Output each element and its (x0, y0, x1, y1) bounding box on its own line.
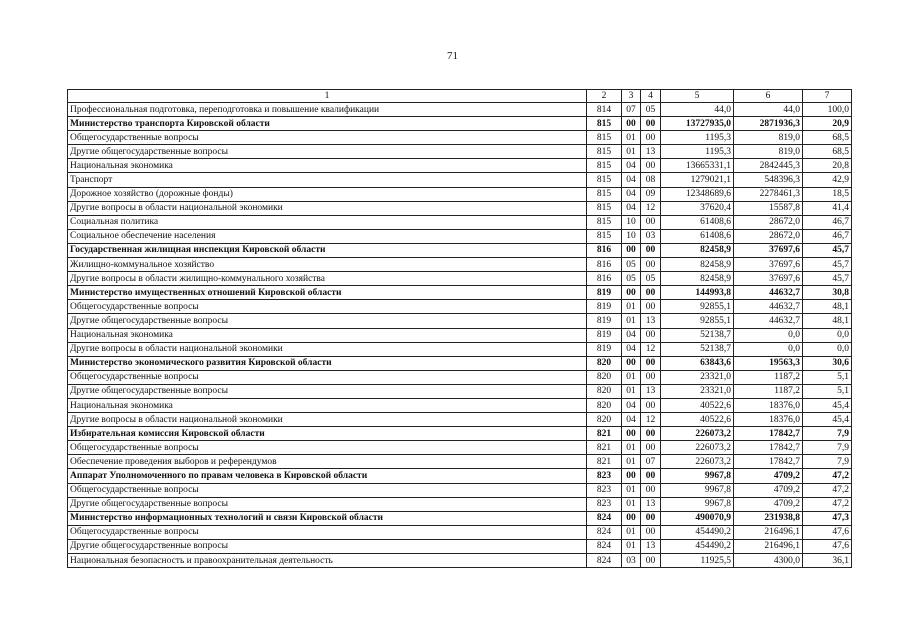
row-percent: 47,2 (803, 497, 852, 511)
row-actual-amount: 548396,3 (734, 173, 803, 187)
row-percent: 0,0 (803, 342, 852, 356)
row-actual-amount: 819,0 (734, 145, 803, 159)
row-section-code: 04 (622, 342, 641, 356)
row-grbs-code: 816 (587, 243, 622, 257)
row-subsection-code: 09 (641, 187, 661, 201)
row-subsection-code: 05 (641, 103, 661, 117)
row-name: Общегосударственные вопросы (68, 525, 587, 539)
row-grbs-code: 819 (587, 300, 622, 314)
row-name: Профессиональная подготовка, переподготовка и повышение квалификации (68, 103, 587, 117)
row-section-code: 01 (622, 131, 641, 145)
row-actual-amount: 44632,7 (734, 286, 803, 300)
row-percent: 45,7 (803, 258, 852, 272)
row-subsection-code: 00 (641, 441, 661, 455)
row-grbs-code: 821 (587, 427, 622, 441)
row-section-code: 01 (622, 370, 641, 384)
row-subsection-code: 13 (641, 314, 661, 328)
table-row (68, 356, 852, 370)
table-row (68, 173, 852, 187)
row-section-code: 04 (622, 159, 641, 173)
header-col-2: 2 (587, 90, 622, 103)
row-grbs-code: 823 (587, 497, 622, 511)
row-section-code: 01 (622, 525, 641, 539)
table-row (68, 201, 852, 215)
row-grbs-code: 814 (587, 103, 622, 117)
row-planned-amount: 1195,3 (661, 131, 734, 145)
row-name: Жилищно-коммунальное хозяйство (68, 258, 587, 272)
table-row (68, 469, 852, 483)
row-percent: 30,8 (803, 286, 852, 300)
row-grbs-code: 815 (587, 173, 622, 187)
row-planned-amount: 82458,9 (661, 272, 734, 286)
row-name: Государственная жилищная инспекция Кировской области (68, 243, 587, 257)
row-name: Министерство транспорта Кировской области (68, 117, 587, 131)
table-row (68, 398, 852, 412)
row-planned-amount: 9967,8 (661, 483, 734, 497)
row-name: Транспорт (68, 173, 587, 187)
row-subsection-code: 00 (641, 215, 661, 229)
row-subsection-code: 03 (641, 229, 661, 243)
table-row (68, 314, 852, 328)
row-planned-amount: 37620,4 (661, 201, 734, 215)
row-section-code: 01 (622, 384, 641, 398)
row-section-code: 00 (622, 117, 641, 131)
row-percent: 46,7 (803, 229, 852, 243)
row-name: Общегосударственные вопросы (68, 300, 587, 314)
row-name: Другие общегосударственные вопросы (68, 539, 587, 553)
row-percent: 68,5 (803, 145, 852, 159)
row-planned-amount: 226073,2 (661, 455, 734, 469)
row-actual-amount: 44632,7 (734, 300, 803, 314)
row-actual-amount: 1187,2 (734, 370, 803, 384)
row-planned-amount: 454490,2 (661, 525, 734, 539)
row-actual-amount: 1187,2 (734, 384, 803, 398)
row-grbs-code: 824 (587, 511, 622, 525)
row-section-code: 05 (622, 272, 641, 286)
table-row (68, 131, 852, 145)
row-subsection-code: 08 (641, 173, 661, 187)
budget-table (67, 89, 852, 568)
row-grbs-code: 823 (587, 469, 622, 483)
header-col-5: 5 (661, 90, 734, 103)
row-name: Другие общегосударственные вопросы (68, 145, 587, 159)
row-percent: 20,9 (803, 117, 852, 131)
row-grbs-code: 823 (587, 483, 622, 497)
row-section-code: 10 (622, 215, 641, 229)
row-percent: 45,7 (803, 272, 852, 286)
row-grbs-code: 824 (587, 554, 622, 568)
row-subsection-code: 00 (641, 286, 661, 300)
row-planned-amount: 61408,6 (661, 229, 734, 243)
row-subsection-code: 00 (641, 356, 661, 370)
row-name: Дорожное хозяйство (дорожные фонды) (68, 187, 587, 201)
row-subsection-code: 00 (641, 159, 661, 173)
row-subsection-code: 00 (641, 483, 661, 497)
row-planned-amount: 92855,1 (661, 314, 734, 328)
row-subsection-code: 12 (641, 413, 661, 427)
row-section-code: 00 (622, 243, 641, 257)
row-percent: 47,6 (803, 525, 852, 539)
row-percent: 0,0 (803, 328, 852, 342)
row-subsection-code: 13 (641, 539, 661, 553)
row-actual-amount: 17842,7 (734, 441, 803, 455)
row-percent: 100,0 (803, 103, 852, 117)
row-percent: 41,4 (803, 201, 852, 215)
row-planned-amount: 52138,7 (661, 328, 734, 342)
row-subsection-code: 00 (641, 328, 661, 342)
row-subsection-code: 00 (641, 131, 661, 145)
table-row (68, 497, 852, 511)
row-subsection-code: 00 (641, 117, 661, 131)
row-section-code: 10 (622, 229, 641, 243)
row-name: Общегосударственные вопросы (68, 370, 587, 384)
row-percent: 48,1 (803, 314, 852, 328)
row-planned-amount: 92855,1 (661, 300, 734, 314)
row-grbs-code: 821 (587, 455, 622, 469)
row-planned-amount: 226073,2 (661, 441, 734, 455)
row-subsection-code: 00 (641, 243, 661, 257)
row-planned-amount: 12348689,6 (661, 187, 734, 201)
table-row (68, 159, 852, 173)
row-subsection-code: 00 (641, 525, 661, 539)
row-percent: 47,2 (803, 469, 852, 483)
row-grbs-code: 824 (587, 525, 622, 539)
row-actual-amount: 231938,8 (734, 511, 803, 525)
table-row (68, 455, 852, 469)
row-planned-amount: 52138,7 (661, 342, 734, 356)
row-percent: 46,7 (803, 215, 852, 229)
row-subsection-code: 13 (641, 145, 661, 159)
row-grbs-code: 824 (587, 539, 622, 553)
row-grbs-code: 820 (587, 384, 622, 398)
row-subsection-code: 00 (641, 511, 661, 525)
row-percent: 45,4 (803, 398, 852, 412)
row-subsection-code: 00 (641, 469, 661, 483)
table-row (68, 511, 852, 525)
table-row (68, 427, 852, 441)
row-grbs-code: 819 (587, 286, 622, 300)
row-name: Другие вопросы в области жилищно-коммунального хозяйства (68, 272, 587, 286)
row-percent: 42,9 (803, 173, 852, 187)
row-name: Общегосударственные вопросы (68, 441, 587, 455)
row-planned-amount: 23321,0 (661, 370, 734, 384)
row-percent: 18,5 (803, 187, 852, 201)
row-planned-amount: 13727935,0 (661, 117, 734, 131)
row-planned-amount: 63843,6 (661, 356, 734, 370)
page-number: 71 (447, 50, 458, 62)
table-row (68, 328, 852, 342)
row-grbs-code: 820 (587, 370, 622, 384)
row-grbs-code: 815 (587, 145, 622, 159)
row-grbs-code: 815 (587, 201, 622, 215)
row-actual-amount: 819,0 (734, 131, 803, 145)
row-section-code: 00 (622, 427, 641, 441)
row-name: Национальная экономика (68, 328, 587, 342)
row-actual-amount: 2871936,3 (734, 117, 803, 131)
row-percent: 7,9 (803, 427, 852, 441)
row-section-code: 01 (622, 455, 641, 469)
row-percent: 20,8 (803, 159, 852, 173)
row-name: Другие общегосударственные вопросы (68, 497, 587, 511)
row-planned-amount: 454490,2 (661, 539, 734, 553)
row-name: Другие вопросы в области национальной экономики (68, 342, 587, 356)
row-grbs-code: 815 (587, 131, 622, 145)
row-grbs-code: 820 (587, 413, 622, 427)
row-section-code: 00 (622, 469, 641, 483)
row-subsection-code: 00 (641, 427, 661, 441)
header-col-4: 4 (641, 90, 661, 103)
table-row (68, 554, 852, 568)
row-section-code: 01 (622, 483, 641, 497)
row-percent: 47,6 (803, 539, 852, 553)
row-grbs-code: 819 (587, 314, 622, 328)
row-name: Министерство имущественных отношений Кировской области (68, 286, 587, 300)
row-name: Социальная политика (68, 215, 587, 229)
row-subsection-code: 12 (641, 342, 661, 356)
table-row (68, 441, 852, 455)
row-grbs-code: 821 (587, 441, 622, 455)
row-name: Аппарат Уполномоченного по правам человека в Кировской области (68, 469, 587, 483)
table-row (68, 300, 852, 314)
row-actual-amount: 37697,6 (734, 272, 803, 286)
row-section-code: 04 (622, 173, 641, 187)
table-row (68, 145, 852, 159)
row-planned-amount: 40522,6 (661, 413, 734, 427)
row-subsection-code: 07 (641, 455, 661, 469)
row-planned-amount: 1195,3 (661, 145, 734, 159)
row-planned-amount: 40522,6 (661, 398, 734, 412)
row-section-code: 01 (622, 497, 641, 511)
row-grbs-code: 815 (587, 159, 622, 173)
row-name: Министерство информационных технологий и связи Кировской области (68, 511, 587, 525)
row-actual-amount: 18376,0 (734, 413, 803, 427)
row-subsection-code: 13 (641, 384, 661, 398)
table-row (68, 483, 852, 497)
row-actual-amount: 37697,6 (734, 243, 803, 257)
row-actual-amount: 17842,7 (734, 427, 803, 441)
row-section-code: 04 (622, 398, 641, 412)
row-percent: 45,4 (803, 413, 852, 427)
row-planned-amount: 226073,2 (661, 427, 734, 441)
table-row (68, 384, 852, 398)
row-planned-amount: 144993,8 (661, 286, 734, 300)
row-planned-amount: 1279021,1 (661, 173, 734, 187)
row-percent: 7,9 (803, 441, 852, 455)
table-row (68, 258, 852, 272)
row-subsection-code: 00 (641, 258, 661, 272)
row-section-code: 04 (622, 413, 641, 427)
row-planned-amount: 82458,9 (661, 243, 734, 257)
row-name: Избирательная комиссия Кировской области (68, 427, 587, 441)
row-section-code: 01 (622, 441, 641, 455)
row-actual-amount: 4709,2 (734, 469, 803, 483)
row-section-code: 00 (622, 286, 641, 300)
row-section-code: 07 (622, 103, 641, 117)
row-section-code: 04 (622, 187, 641, 201)
table-row (68, 117, 852, 131)
row-actual-amount: 17842,7 (734, 455, 803, 469)
row-planned-amount: 23321,0 (661, 384, 734, 398)
row-subsection-code: 12 (641, 201, 661, 215)
table-row (68, 272, 852, 286)
row-name: Другие вопросы в области национальной экономики (68, 201, 587, 215)
header-col-3: 3 (622, 90, 641, 103)
row-actual-amount: 216496,1 (734, 525, 803, 539)
table-body (68, 103, 852, 568)
row-actual-amount: 19563,3 (734, 356, 803, 370)
row-grbs-code: 816 (587, 272, 622, 286)
row-section-code: 03 (622, 554, 641, 568)
row-actual-amount: 15587,8 (734, 201, 803, 215)
row-actual-amount: 44,0 (734, 103, 803, 117)
table-header-row (68, 90, 852, 103)
row-actual-amount: 0,0 (734, 328, 803, 342)
table-row (68, 243, 852, 257)
table-row (68, 342, 852, 356)
row-actual-amount: 4300,0 (734, 554, 803, 568)
row-name: Национальная экономика (68, 398, 587, 412)
table-row (68, 370, 852, 384)
table-row (68, 187, 852, 201)
row-actual-amount: 216496,1 (734, 539, 803, 553)
table-row (68, 229, 852, 243)
row-grbs-code: 815 (587, 117, 622, 131)
row-planned-amount: 11925,5 (661, 554, 734, 568)
row-section-code: 04 (622, 201, 641, 215)
row-planned-amount: 44,0 (661, 103, 734, 117)
row-planned-amount: 82458,9 (661, 258, 734, 272)
row-grbs-code: 815 (587, 187, 622, 201)
row-section-code: 01 (622, 300, 641, 314)
row-percent: 30,6 (803, 356, 852, 370)
row-name: Общегосударственные вопросы (68, 131, 587, 145)
row-grbs-code: 819 (587, 342, 622, 356)
row-planned-amount: 9967,8 (661, 469, 734, 483)
table-row (68, 286, 852, 300)
row-percent: 5,1 (803, 370, 852, 384)
row-subsection-code: 00 (641, 398, 661, 412)
row-subsection-code: 05 (641, 272, 661, 286)
row-percent: 47,2 (803, 483, 852, 497)
row-actual-amount: 18376,0 (734, 398, 803, 412)
row-grbs-code: 820 (587, 356, 622, 370)
row-actual-amount: 4709,2 (734, 497, 803, 511)
row-actual-amount: 28672,0 (734, 229, 803, 243)
row-name: Другие общегосударственные вопросы (68, 384, 587, 398)
row-percent: 5,1 (803, 384, 852, 398)
header-col-6: 6 (734, 90, 803, 103)
row-subsection-code: 00 (641, 300, 661, 314)
row-section-code: 00 (622, 511, 641, 525)
row-name: Министерство экономического развития Кировской области (68, 356, 587, 370)
row-grbs-code: 815 (587, 215, 622, 229)
row-section-code: 04 (622, 328, 641, 342)
row-name: Социальное обеспечение населения (68, 229, 587, 243)
row-name: Национальная экономика (68, 159, 587, 173)
row-percent: 36,1 (803, 554, 852, 568)
row-percent: 45,7 (803, 243, 852, 257)
row-percent: 48,1 (803, 300, 852, 314)
row-planned-amount: 61408,6 (661, 215, 734, 229)
row-section-code: 05 (622, 258, 641, 272)
row-section-code: 01 (622, 539, 641, 553)
table-row (68, 103, 852, 117)
row-actual-amount: 2278461,3 (734, 187, 803, 201)
row-planned-amount: 9967,8 (661, 497, 734, 511)
row-actual-amount: 2842445,3 (734, 159, 803, 173)
row-actual-amount: 44632,7 (734, 314, 803, 328)
row-percent: 7,9 (803, 455, 852, 469)
row-planned-amount: 490070,9 (661, 511, 734, 525)
row-planned-amount: 13665331,1 (661, 159, 734, 173)
row-actual-amount: 28672,0 (734, 215, 803, 229)
row-percent: 47,3 (803, 511, 852, 525)
row-grbs-code: 819 (587, 328, 622, 342)
row-grbs-code: 815 (587, 229, 622, 243)
row-subsection-code: 00 (641, 370, 661, 384)
row-grbs-code: 820 (587, 398, 622, 412)
row-section-code: 01 (622, 314, 641, 328)
table-row (68, 525, 852, 539)
row-name: Другие общегосударственные вопросы (68, 314, 587, 328)
row-name: Национальная безопасность и правоохранительная деятельность (68, 554, 587, 568)
row-name: Обеспечение проведения выборов и референдумов (68, 455, 587, 469)
row-section-code: 01 (622, 145, 641, 159)
row-name: Другие вопросы в области национальной экономики (68, 413, 587, 427)
row-subsection-code: 13 (641, 497, 661, 511)
row-subsection-code: 00 (641, 554, 661, 568)
row-percent: 68,5 (803, 131, 852, 145)
row-grbs-code: 816 (587, 258, 622, 272)
row-actual-amount: 0,0 (734, 342, 803, 356)
row-section-code: 00 (622, 356, 641, 370)
row-name: Общегосударственные вопросы (68, 483, 587, 497)
row-actual-amount: 4709,2 (734, 483, 803, 497)
header-col-7: 7 (803, 90, 852, 103)
table-row (68, 413, 852, 427)
table-row (68, 539, 852, 553)
header-col-1: 1 (68, 90, 587, 103)
row-actual-amount: 37697,6 (734, 258, 803, 272)
table-row (68, 215, 852, 229)
